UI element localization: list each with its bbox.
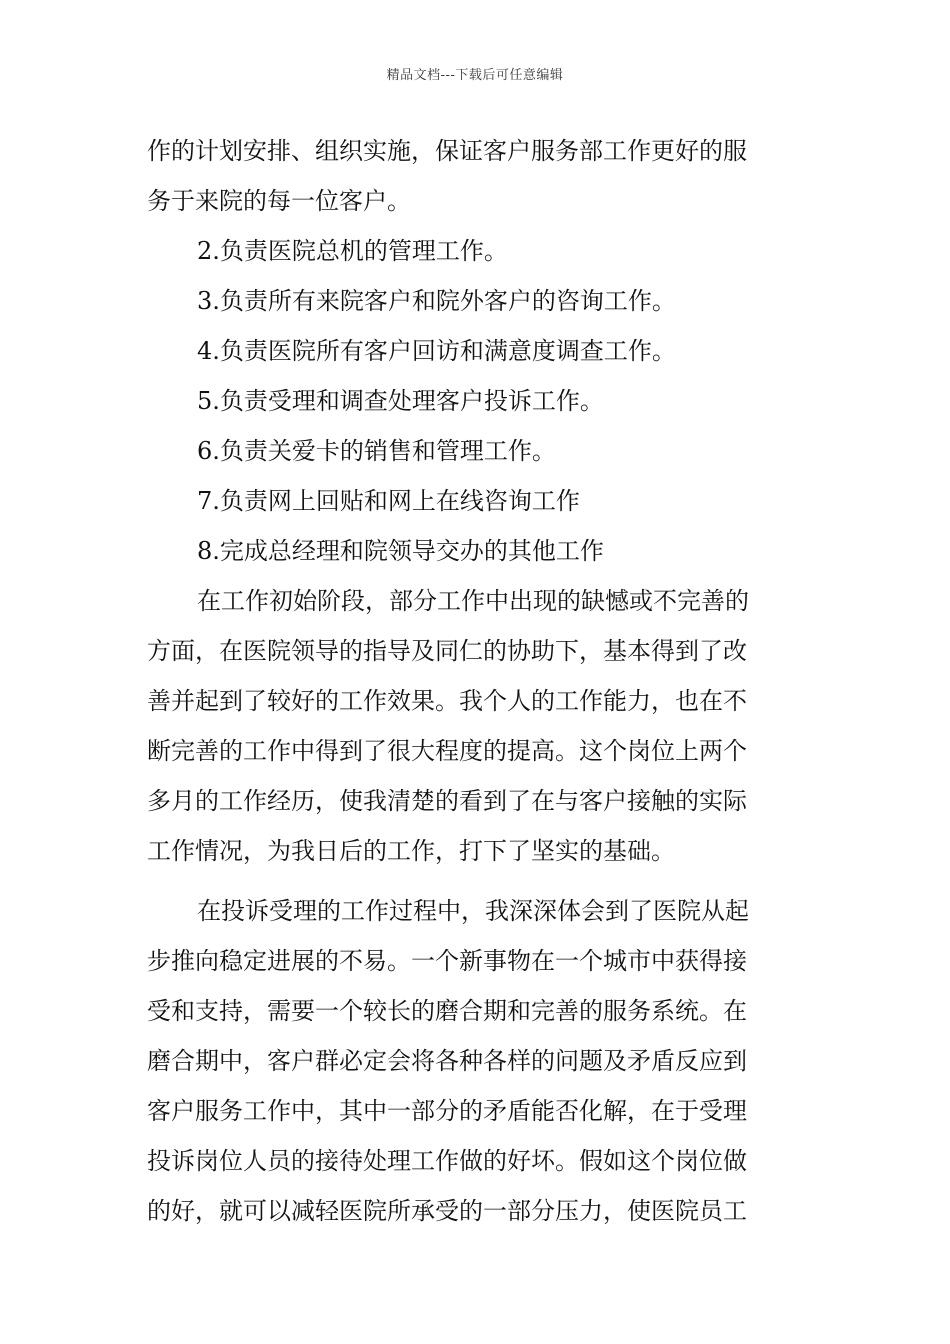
text-line: 方面，在医院领导的指导及同仁的协助下，基本得到了改	[147, 637, 747, 665]
document-body	[147, 126, 807, 1236]
list-item: 7.负责网上回贴和网上在线咨询工作	[197, 487, 580, 515]
text-line: 的好，就可以减轻医院所承受的一部分压力，使医院员工	[147, 1197, 747, 1225]
text-line: 磨合期中，客户群必定会将各种各样的问题及矛盾反应到	[147, 1047, 747, 1075]
text-line: 步推向稳定进展的不易。一个新事物在一个城市中获得接	[147, 947, 747, 975]
text-line: 投诉岗位人员的接待处理工作做的好坏。假如这个岗位做	[147, 1147, 747, 1175]
text-line: 多月的工作经历，使我清楚的看到了在与客户接触的实际	[147, 787, 747, 815]
paragraph-first-line: 在投诉受理的工作过程中，我深深体会到了医院从起	[197, 897, 749, 925]
text-line: 善并起到了较好的工作效果。我个人的工作能力，也在不	[147, 687, 747, 715]
paragraph-first-line: 在工作初始阶段，部分工作中出现的缺憾或不完善的	[197, 587, 749, 615]
text-line: 务于来院的每一位客户。	[147, 187, 411, 215]
list-item: 3.负责所有来院客户和院外客户的咨询工作。	[197, 287, 676, 315]
list-item: 5.负责受理和调查处理客户投诉工作。	[197, 387, 604, 415]
text-line: 断完善的工作中得到了很大程度的提高。这个岗位上两个	[147, 737, 747, 765]
text-line: 客户服务工作中，其中一部分的矛盾能否化解，在于受理	[147, 1097, 747, 1125]
list-item: 6.负责关爱卡的销售和管理工作。	[197, 437, 556, 465]
text-line: 作的计划安排、组织实施，保证客户服务部工作更好的服	[147, 137, 747, 165]
page-header: 精品文档---下载后可任意编辑	[386, 68, 564, 83]
list-item: 8.完成总经理和院领导交办的其他工作	[197, 537, 604, 565]
text-line: 工作情况，为我日后的工作，打下了坚实的基础。	[147, 837, 675, 865]
text-line: 受和支持，需要一个较长的磨合期和完善的服务系统。在	[147, 997, 747, 1025]
list-item: 4.负责医院所有客户回访和满意度调查工作。	[197, 337, 676, 365]
paragraph-gap	[147, 876, 807, 886]
list-item: 2.负责医院总机的管理工作。	[197, 237, 508, 265]
